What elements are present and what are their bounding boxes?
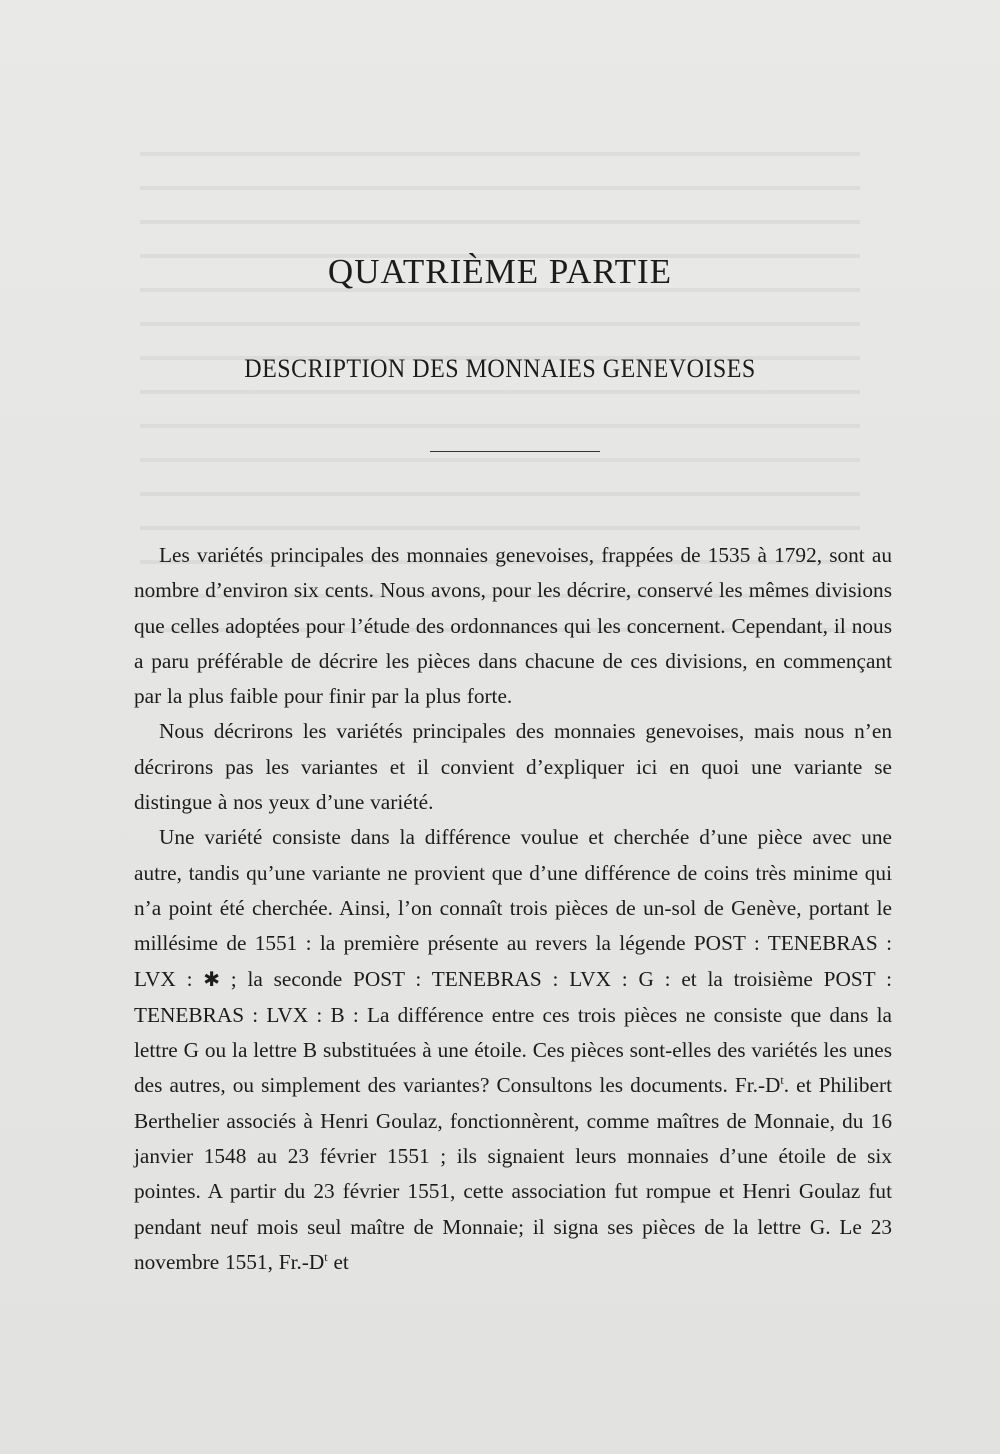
paragraph-1: Les variétés principales des monnaies genevoises, frappées de 1535 à 1792, sont au nombre d’environ six cents. Nous avons, pour les décrire, conservé les mêmes divisions que celles adoptées pour l’étude des ordonnances qui les concernent. Cependant, il nous a paru préférable de décrire les pièces dans chacune de ces divisions, en commençant par la plus faible pour finir par la plus forte.	[134, 543, 892, 709]
body-text	[134, 538, 892, 1280]
superscript-t: t	[780, 1073, 784, 1088]
section-title: DESCRIPTION DES MONNAIES GENEVOISES	[244, 354, 756, 384]
superscript-t-2: t	[324, 1249, 328, 1264]
divider-rule	[430, 451, 600, 452]
paragraph-3	[134, 820, 892, 1280]
part-title: QUATRIÈME PARTIE	[327, 252, 673, 291]
paragraph-3-part-c: . et Philibert Berthelier associés à Henri Goulaz, fonctionnèrent, comme maîtres de Monnaie, du 16 janvier 1548 au 23 février 1551 ; ils signaient leurs monnaies d’une étoile de six pointes. A partir du 23 février 1551, cette association fut rompue et Henri Goulaz fut pendant neuf mois seul maître de Monnaie; il signa ses pièces de la lettre G. Le 23 novembre 1551, Fr.-D	[134, 1073, 892, 1274]
paragraph-2: Nous décrirons les variétés principales des monnaies genevoises, mais nous n’en décrirons pas les variantes et il convient d’expliquer ici en quoi une variante se distingue à nos yeux d’une variété.	[134, 719, 892, 815]
paragraph-3-part-d: et	[327, 1249, 349, 1274]
star-mark: ✱	[203, 968, 221, 991]
paragraph-3-part-b: ; la seconde POST : TENEBRAS : LVX : G : et la troisième POST : TENEBRAS : LVX : B : La différence entre ces trois pièces ne consiste que dans la lettre G ou la lettre B substituées à une étoile. Ces pièces sont-elles des variétés les unes des autres, ou simplement des variantes? Consultons les documents. Fr.-D	[134, 966, 892, 1098]
paragraph-3-part-a: Une variété consiste dans la différence voulue et cherchée d’une pièce avec une autre, tandis qu’une variante ne provient que d’une différence de coins très minime qui n’a point été cherchée. Ainsi, l’on connaît trois pièces de un-sol de Genève, portant le millésime de 1551 : la première présente au revers la légende POST : TENEBRAS : LVX :	[134, 825, 892, 991]
